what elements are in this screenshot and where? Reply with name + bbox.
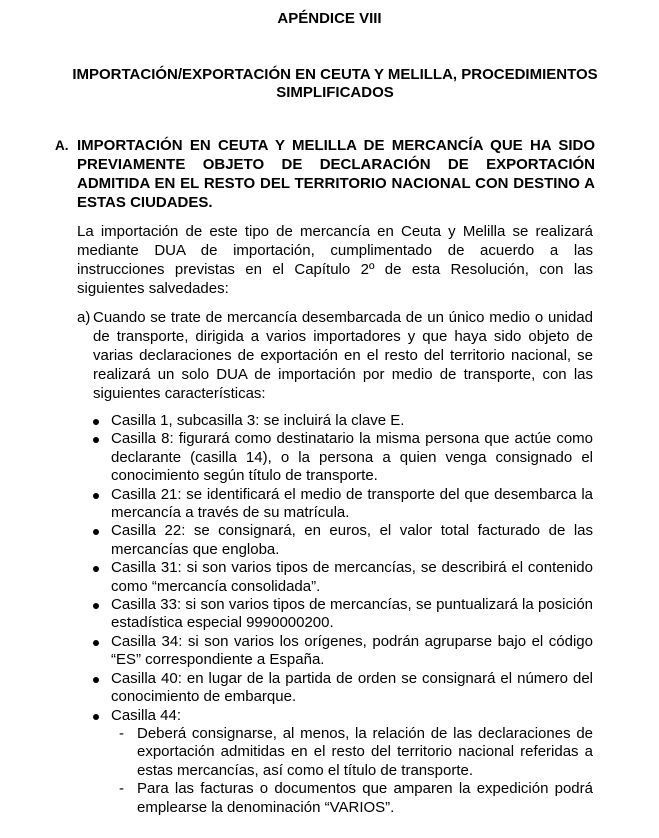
list-item-text: Casilla 40: en lugar de la partida de orden se consignará el número del conocimiento de embarque. bbox=[111, 669, 593, 706]
point-a bbox=[77, 308, 593, 403]
list-item-text: Casilla 33: si son varios tipos de mercancías, se puntualizará la posición estadística especial 9990000200. bbox=[111, 596, 593, 632]
main-title-line-2: SIMPLIFICADOS bbox=[276, 84, 394, 101]
list-item-text: Casilla 34: si son varios los orígenes, podrán agruparse bajo el código “ES” correspondiente a España. bbox=[111, 632, 593, 669]
bullet-icon bbox=[93, 640, 99, 646]
dash-marker: - bbox=[119, 780, 124, 798]
list-item-text: Casilla 21: se identificará el medio de transporte del que desembarca la mercancía a través de su matrícula. bbox=[111, 485, 593, 522]
list-item bbox=[91, 412, 593, 430]
bullet-icon bbox=[93, 437, 99, 443]
list-item bbox=[91, 522, 593, 559]
list-item bbox=[91, 430, 593, 485]
bullet-icon bbox=[93, 603, 99, 609]
main-title-line-1: IMPORTACIÓN/EXPORTACIÓN EN CEUTA Y MELILLA, PROCEDIMIENTOS bbox=[72, 66, 598, 83]
bullet-icon bbox=[93, 419, 99, 425]
sub-list-item-text: Para las facturas o documentos que amparen la expedición podrá emplearse la denominación “VARIOS”. bbox=[137, 780, 593, 816]
section-a-letter: A. bbox=[55, 138, 69, 153]
bullet-icon bbox=[93, 529, 99, 535]
appendix-title: APÉNDICE VIII bbox=[277, 10, 382, 27]
section-a-intro: La importación de este tipo de mercancía en Ceuta y Melilla se realizará mediante DUA de importación, cumplimentado de acuerdo a las instrucciones previstas en el Capítulo 2º de esta Resolución, con las siguientes salvedades: bbox=[77, 223, 593, 297]
bullet-icon bbox=[93, 677, 99, 683]
casilla-44-sublist bbox=[111, 725, 593, 817]
list-item bbox=[91, 707, 593, 817]
list-item-text: Casilla 22: se consignará, en euros, el valor total facturado de las mercancías que engloba. bbox=[111, 522, 593, 558]
sub-list-item bbox=[111, 780, 593, 817]
list-item-text: Casilla 8: figurará como destinatario la misma persona que actúe como declarante (casilla 14), o la persona a quien venga consignado el conocimiento según título de transporte. bbox=[111, 430, 593, 485]
bullet-icon bbox=[93, 714, 99, 720]
point-a-marker: a) bbox=[77, 309, 91, 326]
section-a-heading-text: IMPORTACIÓN EN CEUTA Y MELILLA DE MERCANCÍA QUE HA SIDO PREVIAMENTE OBJETO DE DECLARACIÓN DE EXPORTACIÓN ADMITIDA EN EL RESTO DEL TERRITORIO NACIONAL CON DESTINO A ESTAS CIUDADES. bbox=[77, 137, 595, 211]
list-item-text: Casilla 1, subcasilla 3: se incluirá la clave E. bbox=[111, 412, 405, 429]
main-title bbox=[40, 66, 630, 102]
dash-marker: - bbox=[119, 724, 124, 742]
list-item-text: Casilla 44: bbox=[111, 706, 182, 724]
point-a-text: Cuando se trate de mercancía desembarcada de un único medio o unidad de transporte, dirigida a varios importadores y que haya sido objeto de varias declaraciones de exportación en el resto del territorio nacional, se realizará un solo DUA de importación por medio de transporte, con las siguientes características: bbox=[93, 309, 593, 402]
bullet-icon bbox=[93, 566, 99, 572]
bullet-icon bbox=[93, 493, 99, 499]
list-item bbox=[91, 633, 593, 670]
sub-list-item-text: Deberá consignarse, al menos, la relación de las declaraciones de exportación admitidas en el resto del territorio nacional referidas a estas mercancías, así como el título de transporte. bbox=[137, 724, 593, 779]
list-item bbox=[91, 670, 593, 707]
casilla-list bbox=[91, 412, 593, 817]
list-item bbox=[91, 596, 593, 633]
sub-list-item bbox=[111, 725, 593, 780]
list-item bbox=[91, 559, 593, 596]
list-item-text: Casilla 31: si son varios tipos de mercancías, se describirá el contenido como “mercancía consolidada”. bbox=[111, 559, 593, 595]
section-a-heading bbox=[55, 136, 595, 212]
list-item bbox=[91, 486, 593, 523]
